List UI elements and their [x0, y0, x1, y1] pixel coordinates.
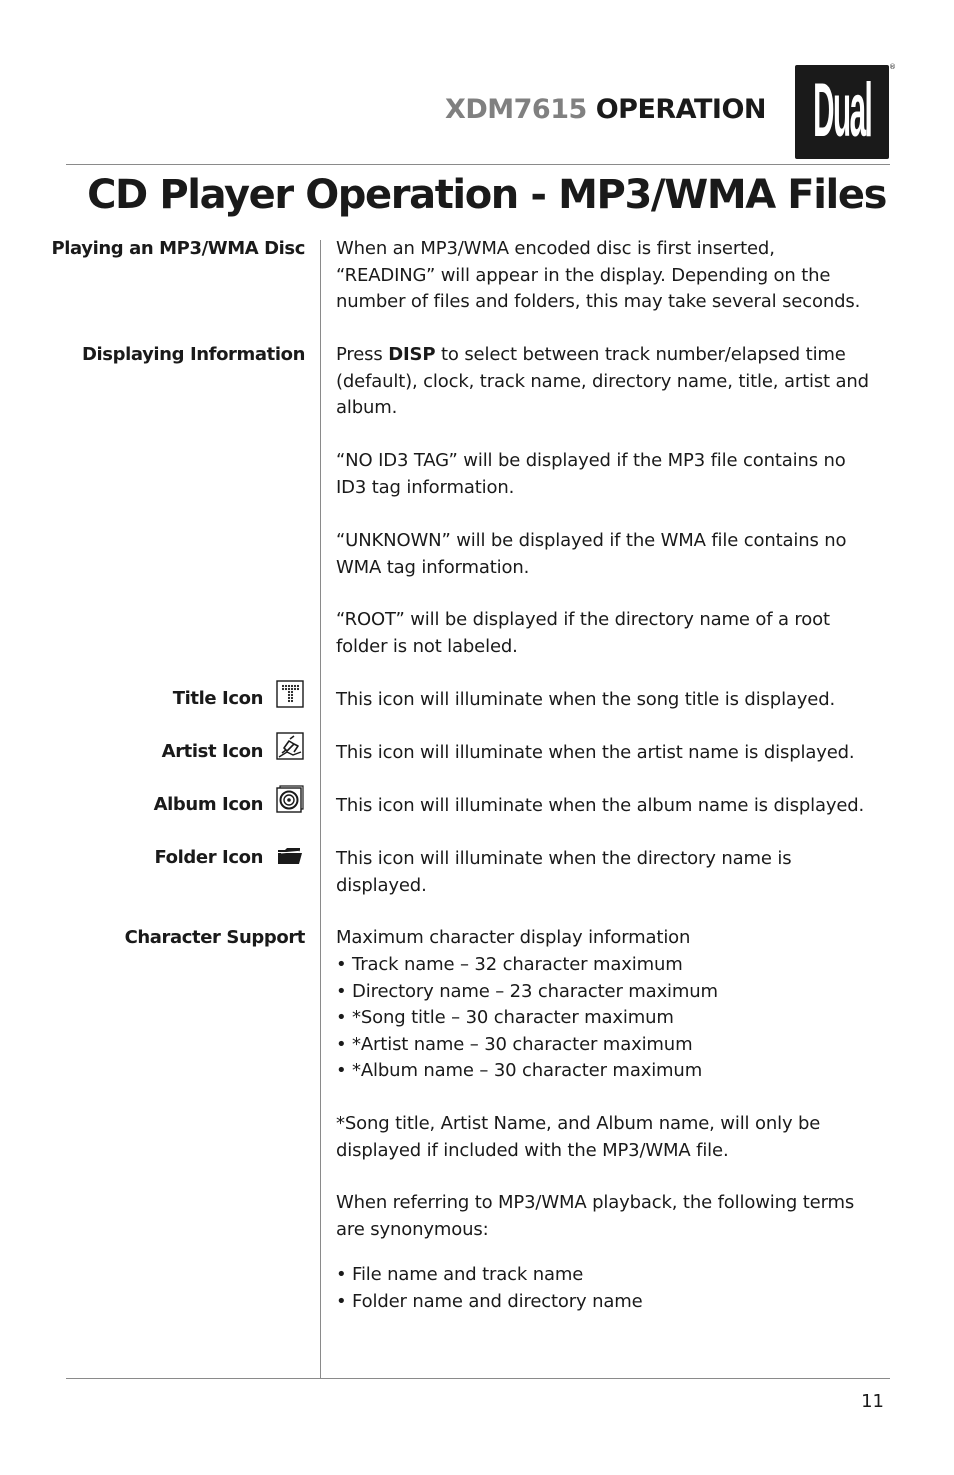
text-line: Maximum character display information — [336, 927, 691, 948]
no-id3-paragraph — [336, 448, 896, 501]
text-line: “NO ID3 TAG” will be displayed if the MP3 file contains no — [336, 450, 846, 471]
list-item: • Track name – 32 character maximum — [336, 952, 896, 979]
synonym-list — [336, 1262, 896, 1315]
text-line: When referring to MP3/WMA playback, the following terms — [336, 1192, 855, 1213]
disp-paragraph — [336, 342, 896, 422]
text-line: When an MP3/WMA encoded disc is first inserted, — [336, 238, 775, 259]
header-section: OPERATION — [595, 94, 766, 125]
text-line: album. — [336, 397, 398, 418]
brand-logo — [795, 65, 889, 159]
registered-mark: ® — [889, 63, 896, 71]
list-item: • Folder name and directory name — [336, 1289, 896, 1316]
album-icon-text — [336, 793, 896, 820]
label-album-icon: Album Icon — [153, 794, 263, 815]
text-line: WMA tag information. — [336, 556, 530, 578]
page-title: CD Player Operation - MP3/WMA Files — [87, 172, 886, 218]
char-intro — [336, 925, 896, 952]
column-divider — [320, 240, 321, 1378]
text-line: are synonymous: — [336, 1218, 489, 1240]
disp-prefix: Press — [336, 344, 389, 365]
text-line — [336, 342, 896, 369]
text-line: “UNKNOWN” will be displayed if the WMA file contains no — [336, 530, 847, 551]
album-icon — [276, 785, 304, 813]
label-artist-icon: Artist Icon — [161, 741, 263, 762]
label-playing: Playing an MP3/WMA Disc — [51, 238, 305, 259]
text-line: This icon will illuminate when the directory name is — [336, 848, 792, 869]
label-folder-icon: Folder Icon — [154, 847, 263, 868]
text-line: This icon will illuminate when the artist name is displayed. — [336, 742, 855, 763]
brand-logo-text: Dual — [812, 70, 871, 154]
text-line: ID3 tag information. — [336, 476, 515, 498]
text-line: “ROOT” will be displayed if the directory name of a root — [336, 609, 830, 630]
bottom-divider — [66, 1378, 890, 1379]
list-item: • *Album name – 30 character maximum — [336, 1058, 896, 1085]
artist-icon — [276, 732, 304, 760]
text-line: displayed if included with the MP3/WMA file. — [336, 1139, 729, 1161]
text-line: displayed. — [336, 874, 427, 896]
label-character-support: Character Support — [124, 927, 305, 948]
text-line: “READING” will appear in the display. Depending on the — [336, 264, 831, 286]
title-icon-text — [336, 687, 896, 714]
footnote-paragraph — [336, 1111, 896, 1164]
text-line: number of files and folders, this may take several seconds. — [336, 291, 861, 312]
disp-key: DISP — [388, 344, 436, 365]
disp-line1-rest: to select between track number/elapsed time — [435, 344, 846, 365]
root-paragraph — [336, 607, 896, 660]
label-displaying: Displaying Information — [82, 344, 305, 365]
text-line: folder is not labeled. — [336, 635, 518, 657]
text-line: This icon will illuminate when the song title is displayed. — [336, 689, 836, 710]
list-item: • *Song title – 30 character maximum — [336, 1005, 896, 1032]
list-item: • File name and track name — [336, 1262, 896, 1289]
playing-paragraph — [336, 236, 896, 316]
list-item: • Directory name – 23 character maximum — [336, 979, 896, 1006]
top-divider — [66, 164, 890, 165]
label-title-icon: Title Icon — [172, 688, 263, 709]
list-item: • *Artist name – 30 character maximum — [336, 1032, 896, 1059]
text-line: This icon will illuminate when the album name is displayed. — [336, 795, 865, 816]
folder-icon-text — [336, 846, 896, 899]
title-icon — [276, 680, 304, 708]
page-number: 11 — [861, 1391, 884, 1412]
text-line: (default), clock, track name, directory name, title, artist and — [336, 370, 869, 392]
text-line: *Song title, Artist Name, and Album name, will only be — [336, 1113, 821, 1134]
synonym-paragraph — [336, 1190, 896, 1243]
folder-icon — [276, 842, 304, 870]
unknown-paragraph — [336, 528, 896, 581]
header-title — [445, 94, 766, 125]
char-limit-list — [336, 952, 896, 1085]
artist-icon-text — [336, 740, 896, 767]
header-model: XDM7615 — [445, 94, 587, 125]
